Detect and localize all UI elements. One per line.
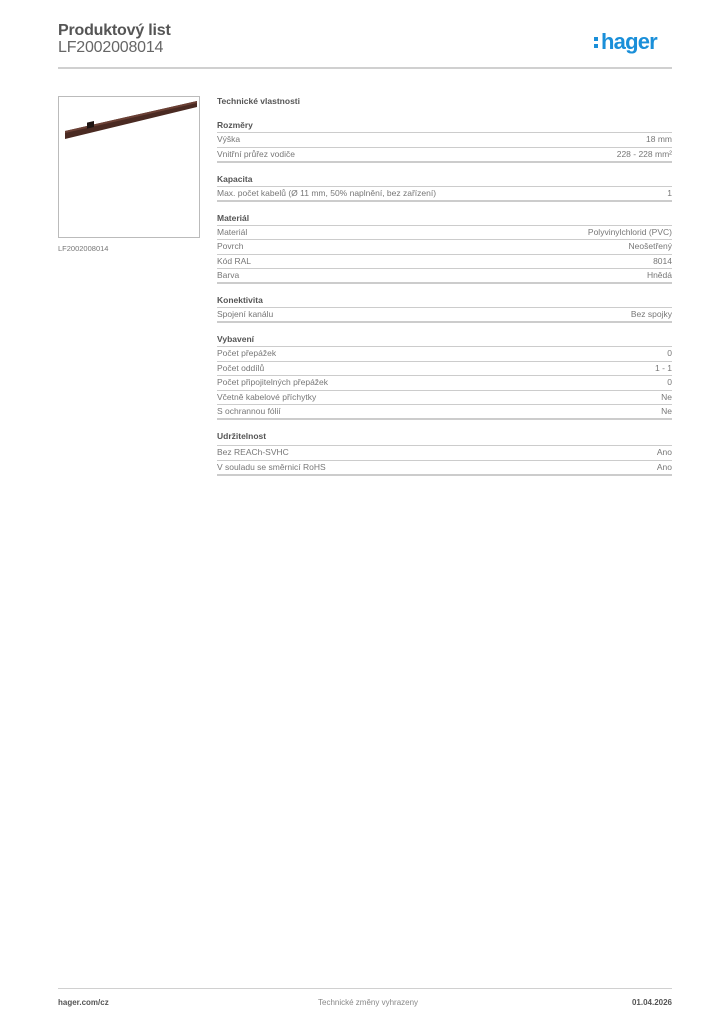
spec-label: S ochrannou fólií	[217, 406, 281, 416]
spec-row	[217, 187, 672, 202]
spec-label: Materiál	[217, 226, 248, 237]
spec-row	[217, 405, 672, 420]
spec-label: Počet oddílů	[217, 362, 265, 373]
spec-group-kapacita	[217, 174, 672, 202]
spec-row	[217, 362, 672, 377]
spec-value: 1	[667, 187, 672, 198]
spec-label: Počet přepážek	[217, 348, 277, 358]
spec-value: Ano	[656, 461, 672, 472]
spec-label: Počet připojitelných přepážek	[217, 377, 329, 387]
page-title: Produktový list	[58, 22, 171, 39]
spec-row	[217, 347, 672, 362]
spec-value: Polyvinylchlorid (PVC)	[587, 226, 672, 237]
footer-divider	[58, 988, 672, 989]
spec-group-vybaveni	[217, 334, 672, 420]
spec-value: Ne	[661, 391, 672, 402]
group-title: Rozměry	[217, 120, 672, 133]
spec-label: Povrch	[217, 241, 244, 251]
spec-value: Neošetřený	[628, 241, 672, 251]
spec-label: Max. počet kabelů (Ø 11 mm, 50% naplnění, bez zařízení)	[217, 187, 437, 198]
product-image	[58, 96, 200, 238]
spec-label: V souladu se směrnicí RoHS	[217, 461, 326, 472]
group-title: Konektivita	[217, 295, 672, 308]
spec-value: 18 mm	[646, 134, 672, 144]
spec-label: Kód RAL	[217, 255, 252, 266]
spec-label: Barva	[217, 270, 240, 280]
spec-group-udrzitelnost	[217, 431, 672, 476]
spec-row	[217, 255, 672, 270]
spec-group-konektivita	[217, 295, 672, 323]
spec-label: Bez REACh-SVHC	[217, 447, 289, 457]
spec-row	[217, 133, 672, 148]
group-title: Vybavení	[217, 334, 672, 347]
spec-label: Včetně kabelové příchytky	[217, 391, 317, 402]
spec-value: 228 - 228 mm²	[616, 148, 672, 159]
group-title: Udržitelnost	[217, 431, 672, 446]
spec-row	[217, 226, 672, 241]
footer-date: 01.04.2026	[631, 998, 672, 1007]
spec-row	[217, 269, 672, 284]
spec-value: Ne	[661, 406, 672, 416]
spec-value: Bez spojky	[630, 309, 672, 319]
header-divider	[58, 67, 672, 69]
spec-row	[217, 446, 672, 461]
hager-logo	[594, 29, 657, 55]
spec-value: 0	[667, 348, 672, 358]
spec-group-rozmery	[217, 120, 672, 163]
logo-colon-icon	[594, 34, 599, 51]
spec-label: Výška	[217, 134, 241, 144]
cable-duct-icon	[59, 97, 199, 237]
spec-value: Hnědá	[646, 270, 672, 280]
spec-row	[217, 391, 672, 406]
spec-value: 1 - 1	[654, 362, 672, 373]
product-code: LF2002008014	[58, 39, 164, 56]
footer-website-link[interactable]: hager.com/cz	[58, 998, 109, 1007]
spec-row	[217, 376, 672, 391]
group-title: Kapacita	[217, 174, 672, 187]
spec-label: Spojení kanálu	[217, 309, 274, 319]
technical-specs	[217, 96, 672, 487]
spec-value: Ano	[656, 447, 672, 457]
spec-value: 0	[667, 377, 672, 387]
spec-row	[217, 461, 672, 476]
image-caption: LF2002008014	[58, 244, 109, 253]
spec-row	[217, 308, 672, 323]
spec-label: Vnitřní průřez vodiče	[217, 148, 295, 159]
spec-group-material	[217, 213, 672, 285]
spec-row	[217, 240, 672, 255]
footer-disclaimer: Technické změny vyhrazeny	[318, 998, 419, 1007]
group-title: Materiál	[217, 213, 672, 226]
spec-value: 8014	[653, 255, 672, 266]
spec-row	[217, 148, 672, 163]
specs-title: Technické vlastnosti	[217, 96, 300, 106]
logo-text: hager	[601, 29, 657, 54]
